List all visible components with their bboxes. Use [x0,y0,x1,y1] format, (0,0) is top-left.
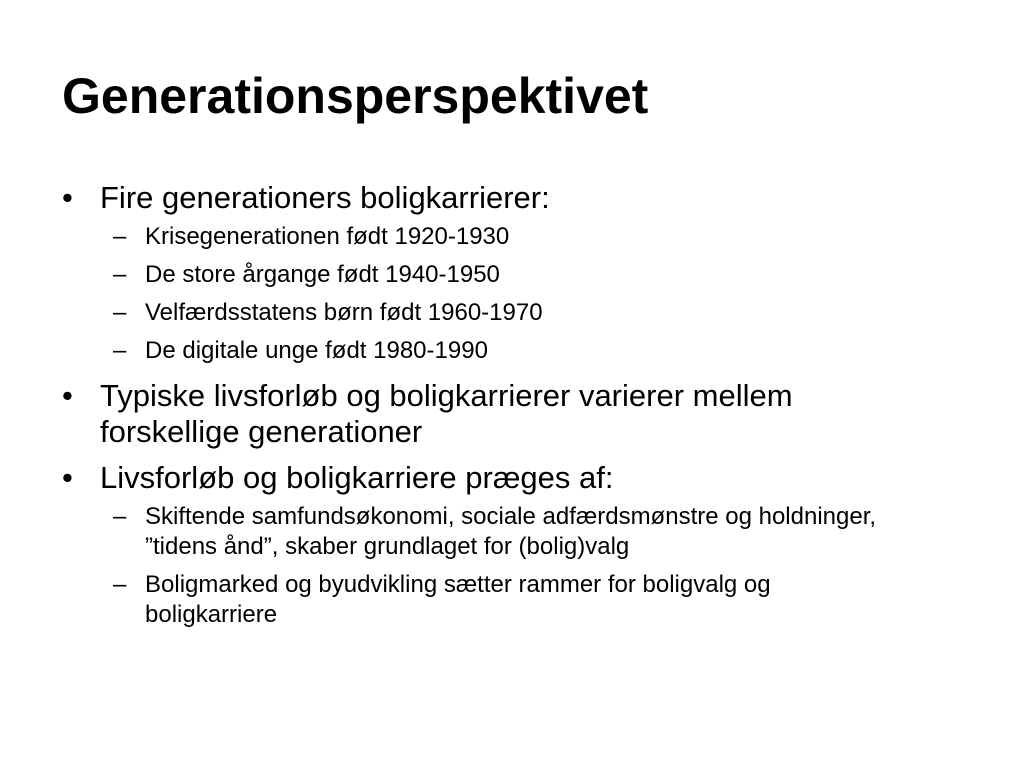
bullet-marker: • [62,460,73,495]
dash-marker: – [113,223,127,250]
bullet-text: Typiske livsforløb og boligkarrierer varierer mellem forskellige generationer [100,378,793,449]
sub-bullet-item [0,502,905,562]
sub-bullet-item [0,298,905,328]
dash-marker: – [113,261,127,288]
dash-marker: – [113,571,127,598]
bullet-item [0,460,890,496]
sub-bullet-text: Velfærdsstatens børn født 1960-1970 [145,299,543,326]
dash-marker: – [113,503,127,530]
bullet-text: Fire generationers boligkarrierer: [100,180,550,215]
sub-bullet-text: Krisegenerationen født 1920-1930 [145,223,510,250]
sub-bullet-text: De store årgange født 1940-1950 [145,261,500,288]
bullet-item [0,378,890,450]
sub-bullet-item [0,336,905,366]
bullet-marker: • [62,180,73,215]
dash-marker: – [113,337,127,364]
slide-title: Generationsperspektivet [62,68,649,124]
sub-bullet-item [0,260,905,290]
sub-bullet-text: De digitale unge født 1980-1990 [145,337,488,364]
dash-marker: – [113,299,127,326]
sub-bullet-item [0,570,905,630]
bullet-marker: • [62,378,73,413]
sub-bullet-item [0,222,905,252]
bullet-item [0,180,890,216]
bullet-text: Livsforløb og boligkarriere præges af: [100,460,614,495]
sub-bullet-text: Boligmarked og byudvikling sætter rammer for boligvalg og boligkarriere [145,571,771,628]
slide-body [0,180,1024,638]
sub-bullet-text: Skiftende samfundsøkonomi, sociale adfærdsmønstre og holdninger, ”tidens ånd”, skaber grundlaget for (bolig)valg [145,503,877,560]
